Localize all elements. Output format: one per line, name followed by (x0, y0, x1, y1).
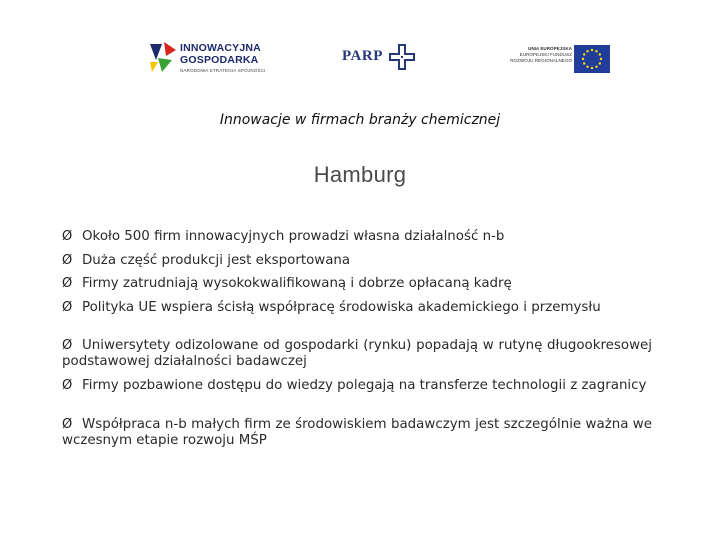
paragraph-item (62, 378, 652, 394)
eu-logo (496, 38, 616, 78)
eu-flag-icon (574, 45, 610, 73)
paragraph-item (62, 338, 652, 370)
innowacyjna-line3: NARODOWA STRATEGIA SPÓJNOŚCI (180, 68, 266, 73)
paragraph-item (62, 417, 652, 449)
innowacyjna-star-icon (148, 40, 178, 74)
paragraph-text: Współpraca n-b małych firm ze środowiskiem badawczym jest szczególnie ważna we wczesnym etapie rozwoju MŚP (62, 417, 652, 448)
parp-logo (342, 38, 422, 78)
bullet-text: Około 500 firm innowacyjnych prowadzi własna działalność n-b (82, 229, 505, 245)
bullet-text: Polityka UE wspiera ścisłą współpracę środowiska akademickiego i przemysłu (82, 299, 601, 315)
bullet-text: Duża część produkcji jest eksportowana (82, 252, 351, 268)
arrow-bullet-icon: Ø (62, 229, 73, 245)
list-item (62, 225, 662, 249)
list-item (62, 272, 662, 296)
eu-line1: UNIA EUROPEJSKA (528, 46, 572, 51)
list-item (62, 249, 662, 273)
logo-bar (0, 38, 720, 83)
parp-cross-icon (389, 44, 415, 70)
list-item (62, 296, 662, 320)
paragraph-text: Uniwersytety odizolowane od gospodarki (rynku) popadają w rutynę długookresowej podstawowej działalności badawczej (62, 338, 652, 369)
eu-line2: EUROPEJSKI FUNDUSZ (519, 52, 572, 57)
arrow-bullet-icon: Ø (62, 417, 73, 432)
arrow-bullet-icon: Ø (62, 299, 73, 315)
slide-title: Hamburg (313, 162, 407, 187)
slide-subtitle: Innowacje w firmach branży chemicznej (219, 112, 501, 128)
arrow-bullet-icon: Ø (62, 252, 73, 268)
eu-line3: ROZWOJU REGIONALNEGO (510, 58, 572, 63)
innowacyjna-gospodarka-logo (148, 38, 278, 80)
arrow-bullet-icon: Ø (62, 378, 73, 393)
bullet-text: Firmy zatrudniają wysokokwalifikowaną i dobrze opłacaną kadrę (82, 276, 512, 292)
parp-text: PARP (342, 48, 383, 64)
arrow-bullet-icon: Ø (62, 338, 73, 353)
bullet-list (62, 225, 662, 319)
paragraph-text: Firmy pozbawione dostępu do wiedzy polegają na transferze technologii z zagranicy (82, 378, 647, 393)
innowacyjna-line2: GOSPODARKA (180, 54, 259, 66)
arrow-bullet-icon: Ø (62, 276, 73, 292)
innowacyjna-line1: INNOWACYJNA (180, 42, 261, 54)
